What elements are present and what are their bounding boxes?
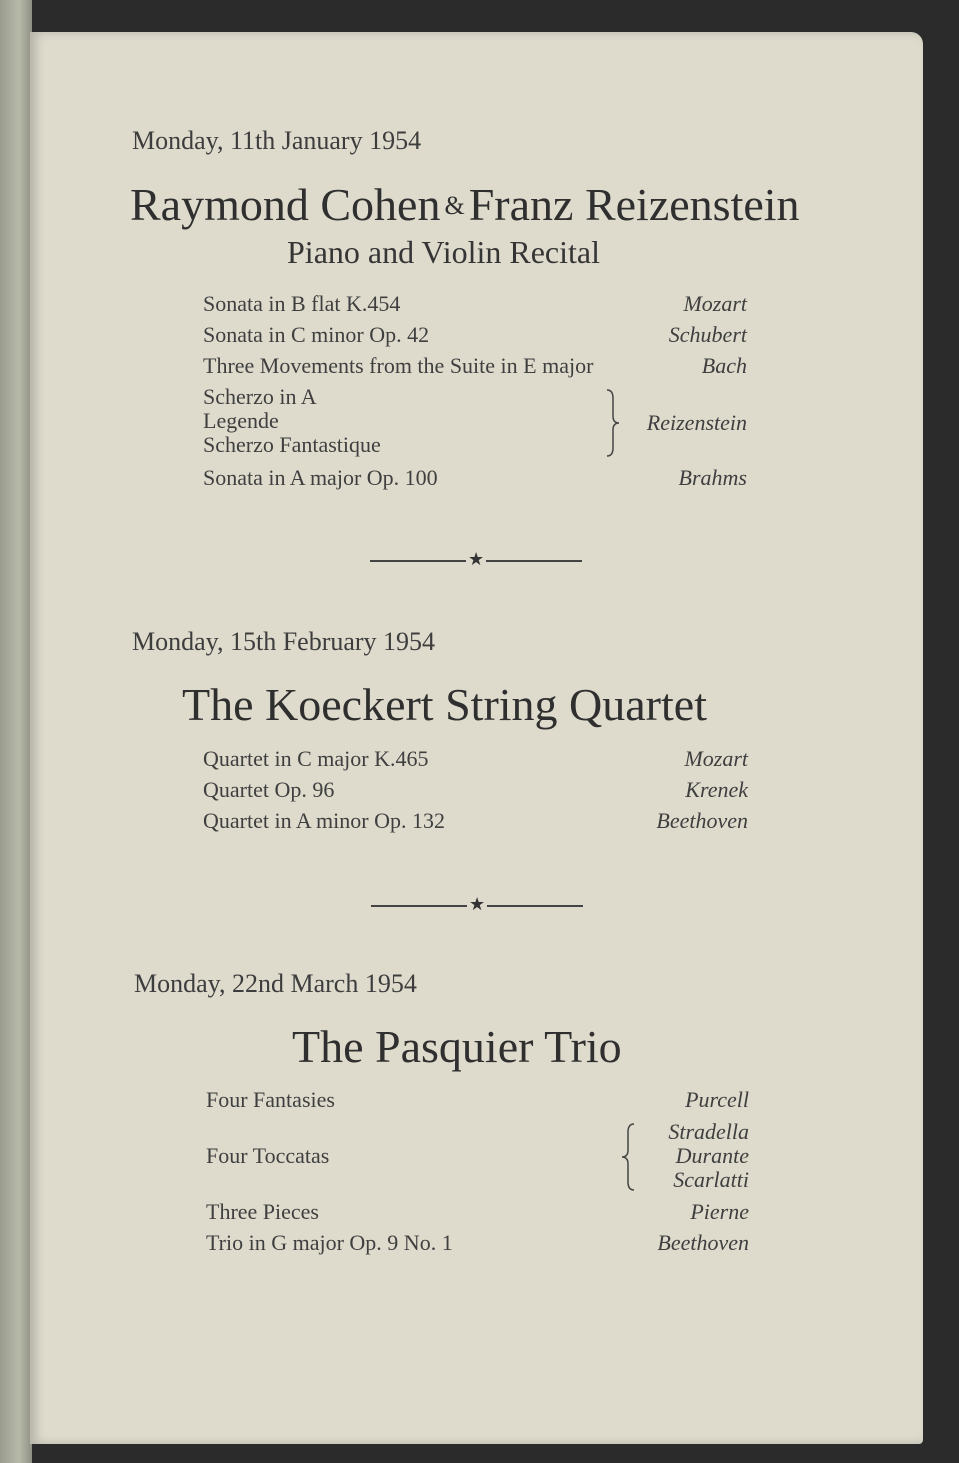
composer-name: Brahms bbox=[678, 465, 747, 490]
work-title: Sonata in A major Op. 100 bbox=[203, 465, 438, 490]
work-title: Quartet in A minor Op. 132 bbox=[203, 808, 445, 833]
book-spine bbox=[0, 0, 32, 1463]
left-brace-icon bbox=[620, 1122, 636, 1192]
star-divider bbox=[370, 551, 582, 571]
work-title: Four Fantasies bbox=[206, 1087, 335, 1112]
concert-date: Monday, 22nd March 1954 bbox=[134, 969, 417, 998]
work-title: Scherzo Fantastique bbox=[203, 432, 381, 457]
work-title: Trio in G major Op. 9 No. 1 bbox=[206, 1230, 453, 1255]
performer-name: Raymond Cohen bbox=[130, 179, 441, 230]
composer-name: Beethoven bbox=[657, 1230, 749, 1255]
work-title: Scherzo in A bbox=[203, 384, 317, 409]
work-title: Three Movements from the Suite in E major bbox=[203, 353, 594, 378]
composer-name: Mozart bbox=[683, 291, 747, 316]
composer-name: Scarlatti bbox=[673, 1167, 749, 1192]
composer-name: Mozart bbox=[684, 746, 748, 771]
work-title: Sonata in C minor Op. 42 bbox=[203, 322, 430, 347]
star-divider bbox=[371, 896, 583, 916]
composer-name: Pierne bbox=[690, 1199, 749, 1224]
ampersand: & bbox=[444, 191, 465, 220]
work-title: Legende bbox=[203, 408, 279, 433]
composer-name: Beethoven bbox=[656, 808, 748, 833]
star-icon: ★ bbox=[469, 894, 486, 914]
composer-name: Reizenstein bbox=[646, 410, 747, 435]
performer-name: Franz Reizenstein bbox=[468, 179, 800, 230]
right-brace-icon bbox=[605, 388, 621, 458]
composer-name: Bach bbox=[701, 353, 747, 378]
work-title: Quartet Op. 96 bbox=[203, 777, 335, 802]
composer-name: Stradella bbox=[668, 1119, 749, 1144]
composer-name: Krenek bbox=[685, 777, 748, 802]
concert-date: Monday, 11th January 1954 bbox=[132, 126, 422, 155]
work-title: Four Toccatas bbox=[206, 1143, 330, 1168]
concert-title: The Koeckert String Quartet bbox=[182, 679, 707, 730]
concert-title: The Pasquier Trio bbox=[292, 1021, 622, 1072]
work-title: Three Pieces bbox=[206, 1199, 319, 1224]
concert-subtitle: Piano and Violin Recital bbox=[287, 234, 600, 270]
composer-name: Purcell bbox=[685, 1087, 749, 1112]
work-title: Sonata in B flat K.454 bbox=[203, 291, 401, 316]
work-title: Quartet in C major K.465 bbox=[203, 746, 429, 771]
composer-name: Schubert bbox=[668, 322, 747, 347]
programme-page bbox=[30, 32, 923, 1444]
concert-date: Monday, 15th February 1954 bbox=[132, 627, 436, 656]
star-icon: ★ bbox=[468, 549, 485, 569]
composer-name: Durante bbox=[675, 1143, 749, 1168]
concert-title bbox=[130, 178, 800, 231]
